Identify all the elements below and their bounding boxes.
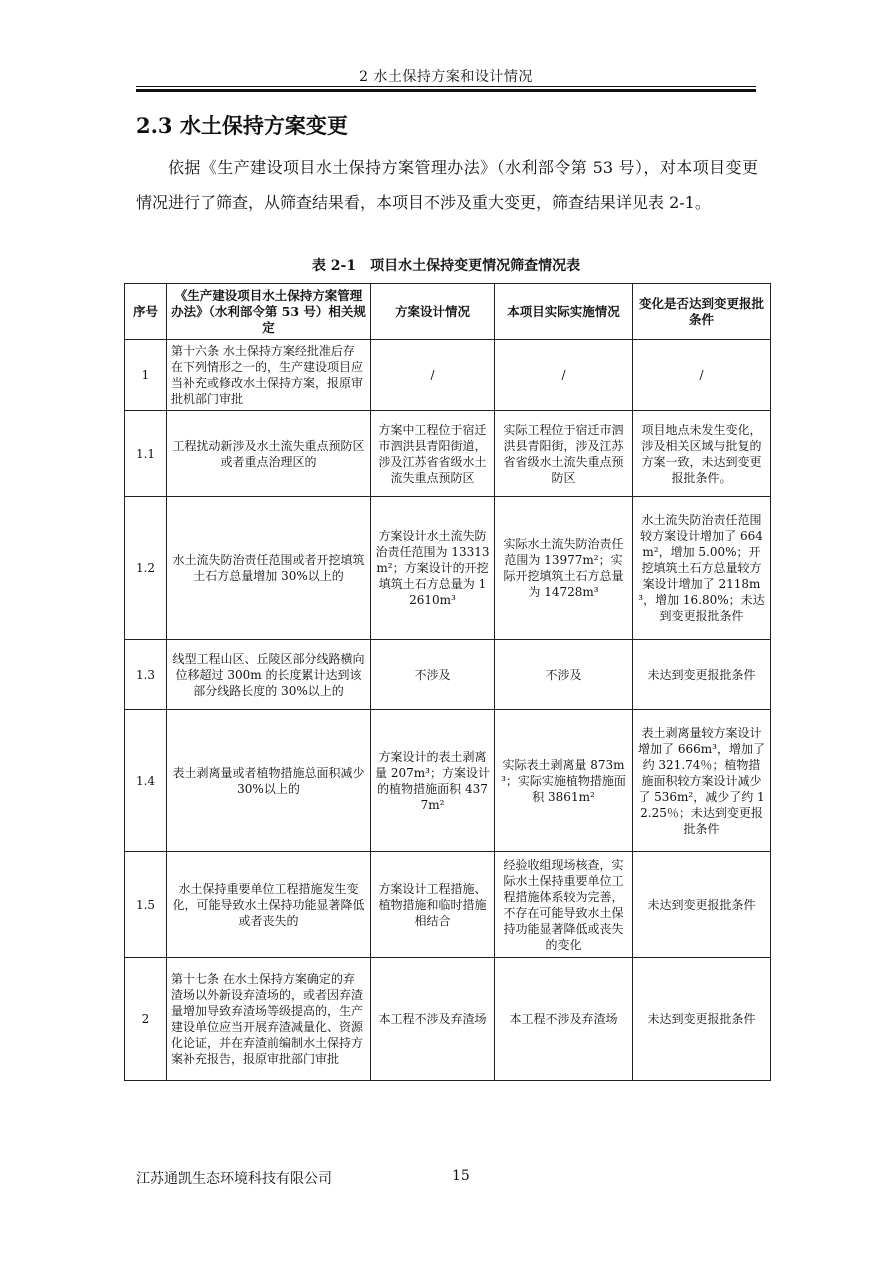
row-result: 未达到变更报批条件 [633,852,771,958]
row-design: 本工程不涉及弃渣场 [371,958,495,1081]
row-no: 1 [125,340,167,411]
row-no: 1.4 [125,710,167,852]
header-rule: 《生产建设项目水土保持方案管理办法》（水利部令第 53 号）相关规定 [167,284,371,340]
row-result: 未达到变更报批条件 [633,958,771,1081]
row-result: 项目地点未发生变化，涉及相关区域与批复的方案一致，未达到变更报批条件。 [633,411,771,497]
row-design: 方案中工程位于宿迁市泗洪县青阳街道，涉及江苏省省级水土流失重点预防区 [371,411,495,497]
row-rule: 第十七条 在水土保持方案确定的弃渣场以外新设弃渣场的，或者因弃渣量增加导致弃渣场等级提高的，生产建设单位应当开展弃渣减量化、资源化论证，并在弃渣前编制水土保持方案补充报告，报原审批部门审批 [167,958,371,1081]
row-rule: 工程扰动新涉及水土流失重点预防区或者重点治理区的 [167,411,371,497]
row-actual: 经验收组现场核查，实际水土保持重要单位工程措施体系较为完善，不存在可能导致水土保持功能显著降低或丧失的变化 [495,852,633,958]
row-design: 不涉及 [371,640,495,710]
row-design: 方案设计的表土剥离量 207m³；方案设计的植物措施面积 4377m² [371,710,495,852]
row-result: 水土流失防治责任范围较方案设计增加了 664m²，增加 5.00%；开挖填筑土石方总量较方案设计增加了 2118m³，增加 16.80%；未达到变更报批条件 [633,497,771,640]
row-no: 2 [125,958,167,1081]
row-rule: 表土剥离量或者植物措施总面积减少 30%以上的 [167,710,371,852]
row-design: 方案设计工程措施、植物措施和临时措施相结合 [371,852,495,958]
row-actual: / [495,340,633,411]
header-no: 序号 [125,284,167,340]
header-design: 方案设计情况 [371,284,495,340]
row-no: 1.2 [125,497,167,640]
row-rule: 线型工程山区、丘陵区部分线路横向位移超过 300m 的长度累计达到该部分线路长度的 30%以上的 [167,640,371,710]
table-row [125,340,771,411]
table-header-row [125,284,771,340]
row-design: / [371,340,495,411]
row-actual: 不涉及 [495,640,633,710]
running-header: 2 水土保持方案和设计情况 [359,69,533,85]
row-result: 未达到变更报批条件 [633,640,771,710]
row-no: 1.3 [125,640,167,710]
row-rule: 第十六条 水土保持方案经批准后存在下列情形之一的，生产建设项目应当补充或修改水土保持方案，报原审批机部门审批 [167,340,371,411]
table-row [125,411,771,497]
row-result: 表土剥离量较方案设计增加了 666m³，增加了约 321.74％；植物措施面积较方案设计减少了 536m²，减少了约 12.25％；未达到变更报批条件 [633,710,771,852]
body-paragraph: 依据《生产建设项目水土保持方案管理办法》（水利部令第 53 号），对本项目变更情况进行了筛查，从筛查结果看，本项目不涉及重大变更，筛查结果详见表 2-1。 [136,158,758,212]
row-design: 方案设计水土流失防治责任范围为 13313m²；方案设计的开挖填筑土石方总量为 12610m³ [371,497,495,640]
row-rule: 水土流失防治责任范围或者开挖填筑土石方总量增加 30%以上的 [167,497,371,640]
section-heading: 2.3 水土保持方案变更 [136,113,348,138]
row-rule: 水土保持重要单位工程措施发生变化，可能导致水土保持功能显著降低或者丧失的 [167,852,371,958]
row-result: / [633,340,771,411]
footer-company: 江苏通凯生态环境科技有限公司 [136,1171,332,1187]
table-caption: 表 2-1 项目水土保持变更情况筛查情况表 [311,258,581,274]
table-row [125,710,771,852]
row-actual: 实际表土剥离量 873m³；实际实施植物措施面积 3861m² [495,710,633,852]
header-result: 变化是否达到变更报批条件 [633,284,771,340]
row-no: 1.1 [125,411,167,497]
table-row [125,958,771,1081]
header-rule-thick [136,89,756,92]
row-actual: 本工程不涉及弃渣场 [495,958,633,1081]
row-no: 1.5 [125,852,167,958]
table-row [125,640,771,710]
row-actual: 实际工程位于宿迁市泗洪县青阳街，涉及江苏省省级水土流失重点预防区 [495,411,633,497]
table-row [125,852,771,958]
row-actual: 实际水土流失防治责任范围为 13977m²；实际开挖填筑土石方总量为 14728m³ [495,497,633,640]
header-actual: 本项目实际实施情况 [495,284,633,340]
table-row [125,497,771,640]
page-number: 15 [452,1168,470,1184]
change-screening-table [124,283,771,1081]
header-rule-thin [136,86,756,87]
